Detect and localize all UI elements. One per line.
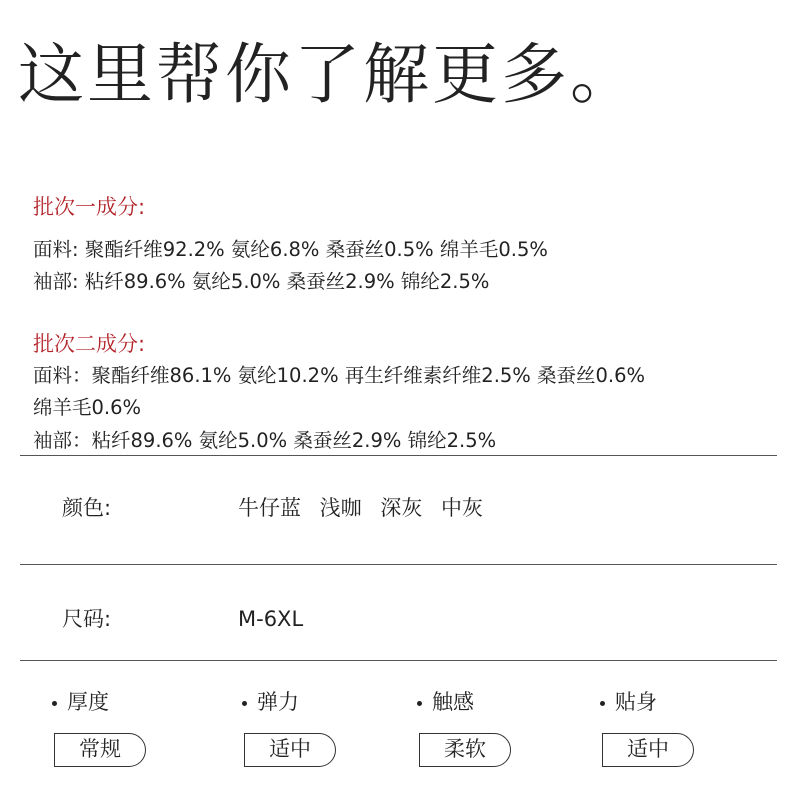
attribute-name-text: 贴身: [615, 690, 657, 714]
attribute-name-text: 触感: [432, 690, 474, 714]
batch2-fabric: 面料：聚酯纤维86.1% 氨纶10.2% 再生纤维素纤维2.5% 桑蚕丝0.6%: [33, 364, 646, 387]
attribute-touch: [415, 688, 585, 778]
bullet-icon: [242, 701, 247, 706]
page-headline: 这里帮你了解更多。: [18, 36, 639, 113]
divider-1: [20, 455, 777, 456]
attribute-name: [50, 688, 109, 716]
attribute-value-tag: 适中: [244, 733, 336, 767]
attribute-name: [598, 688, 657, 716]
batch2-title: 批次二成分:: [33, 332, 146, 356]
attribute-name: [415, 688, 474, 716]
attribute-elasticity: [240, 688, 410, 778]
batch2-sleeve: 袖部：粘纤89.6% 氨纶5.0% 桑蚕丝2.9% 锦纶2.5%: [33, 429, 497, 452]
attribute-name-text: 厚度: [67, 690, 109, 714]
attribute-value-tag: 适中: [602, 733, 694, 767]
divider-2: [20, 564, 777, 565]
bullet-icon: [417, 701, 422, 706]
divider-3: [20, 660, 777, 661]
size-label: 尺码:: [62, 607, 112, 631]
color-label: 颜色:: [62, 496, 112, 520]
bullet-icon: [600, 701, 605, 706]
bullet-icon: [52, 701, 57, 706]
attribute-name-text: 弹力: [257, 690, 299, 714]
batch2-fabric-cont: 绵羊毛0.6%: [33, 396, 142, 419]
batch1-sleeve: 袖部: 粘纤89.6% 氨纶5.0% 桑蚕丝2.9% 锦纶2.5%: [33, 270, 490, 293]
color-value: 牛仔蓝 浅咖 深灰 中灰: [238, 496, 484, 520]
attribute-thickness: [50, 688, 220, 778]
size-value: M-6XL: [238, 607, 304, 631]
attribute-value-tag: 常规: [54, 733, 146, 767]
attribute-name: [240, 688, 299, 716]
batch1-title: 批次一成分:: [33, 195, 146, 219]
batch1-fabric: 面料: 聚酯纤维92.2% 氨纶6.8% 桑蚕丝0.5% 绵羊毛0.5%: [33, 238, 548, 261]
attribute-fit: [598, 688, 768, 778]
attribute-value-tag: 柔软: [419, 733, 511, 767]
